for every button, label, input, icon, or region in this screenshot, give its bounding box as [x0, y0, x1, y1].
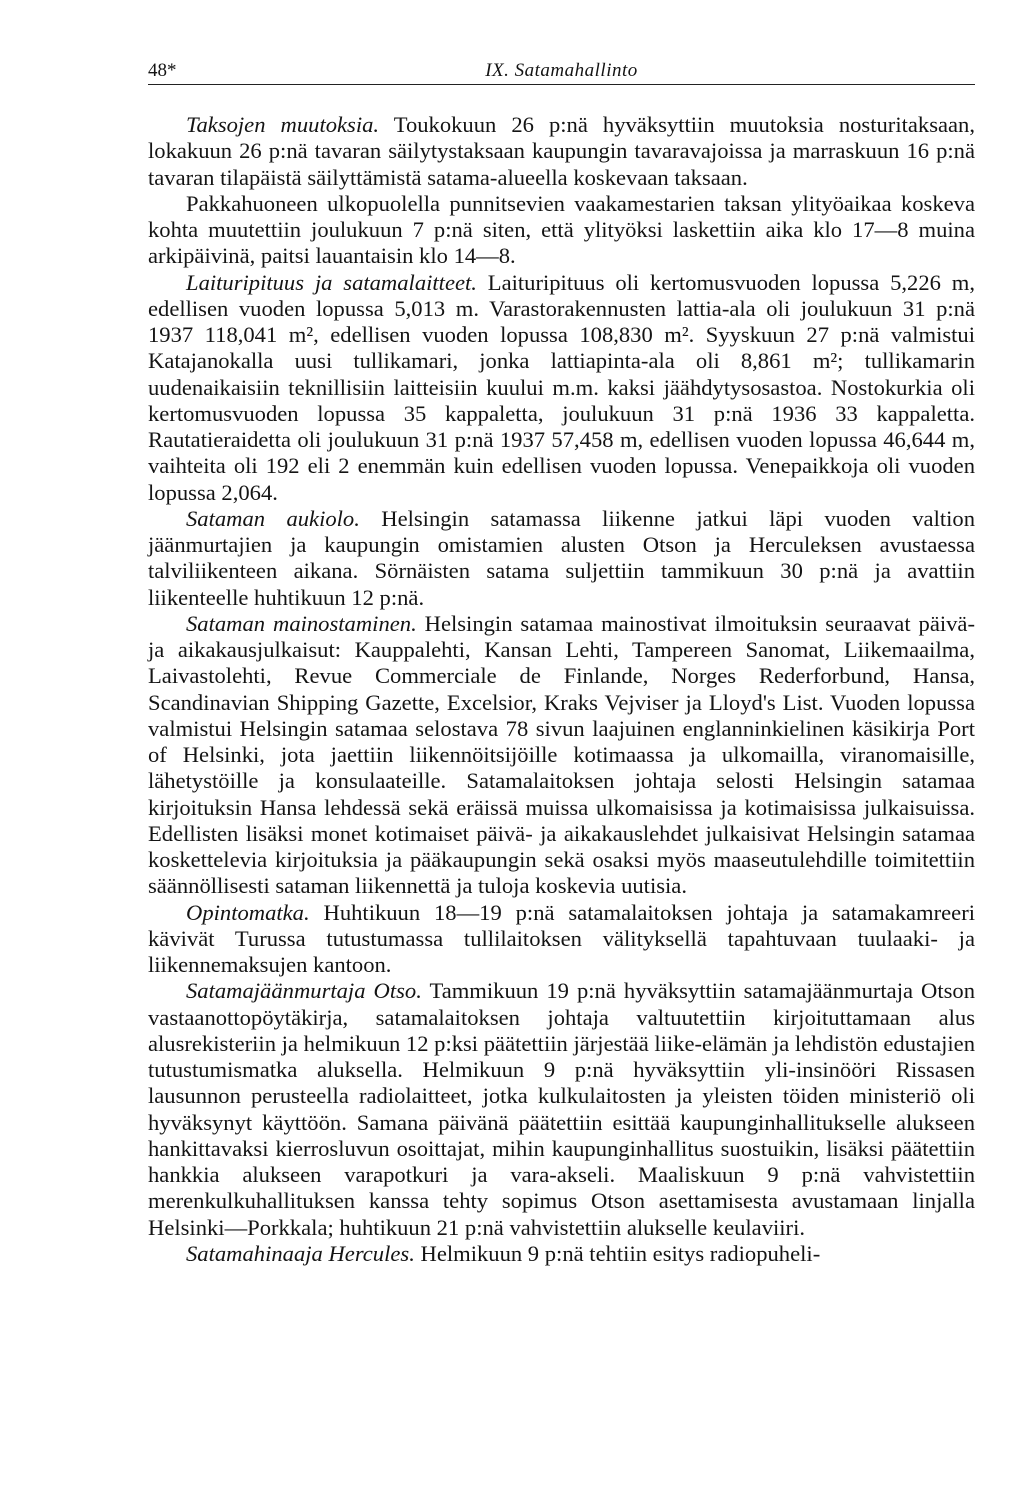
- paragraph: [148, 506, 975, 611]
- paragraph: [148, 112, 975, 191]
- paragraph: [148, 611, 975, 900]
- section-heading: Taksojen muutoksia.: [186, 112, 380, 137]
- paragraph-text: Laituripituus oli kertomusvuoden lopussa 5,226 m, edellisen vuoden lopussa 5,013 m. Varastorakennusten lattia-ala oli joulukuun 31 p:nä 1937 118,041 m², edellisen vuoden lopussa 108,830 m². Syyskuun 27 p:nä valmistui Katajanokalla uusi tullikamari, jonka lattiapinta-ala oli 8,861 m²; tullikamarin uudenaikaisiin teknillisiin laitteisiin kuului m.m. kaksi jäähdytysosastoa. Nostokurkia oli kertomusvuoden lopussa 35 kappaletta, joulukuun 31 p:nä 1936 33 kappaletta. Rautatieraidetta oli joulukuun 31 p:nä 1937 57,458 m, edellisen vuoden lopussa 46,644 m, vaihteita oli 192 eli 2 enemmän kuin edellisen vuoden lopussa. Venepaikkoja oli vuoden lopussa 2,064.: [148, 269, 975, 505]
- page-number: 48*: [148, 60, 177, 81]
- paragraph: [148, 191, 975, 270]
- paragraph-text: Tammikuun 19 p:nä hyväksyttiin satamajäänmurtaja Otson vastaanottopöytäkirja, satamalaitoksen johtaja valtuutettiin kirjoituttamaan alus alusrekisteriin ja helmikuun 12 p:ksi päätettiin järjestää liike-elämän ja lehdistön edustajien tutustumismatka aluksella. Helmikuun 9 p:nä hyväksyttiin yli-insinööri Rissasen lausunnon perusteella radiolaitteet, jotka kulkulaitosten ja yleisten töiden ministeriö oli hyväksynyt käyttöön. Samana päivänä päätettiin esittää kaupunginhallitukselle alukseen hankittavaksi kierrosluvun osoittajat, mihin kaupunginhallitus suostuikin, lisäksi päätettiin hankkia alukseen varapotkuri ja vara-akseli. Maaliskuun 9 p:nä vahvistettiin merenkulkuhallituksen kanssa tehty sopimus Otson asettamisesta avustamaan linjalla Helsinki—Porkkala; huhtikuun 21 p:nä vahvistettiin alukselle keulaviiri.: [148, 978, 976, 1240]
- paragraph-text: Helmikuun 9 p:nä tehtiin esitys radiopuheli-: [420, 1240, 821, 1266]
- paragraph-text: Helsingin satamassa liikenne jatkui läpi vuoden valtion jäänmurtajien ja kaupungin omistamien alusten Otson ja Herculeksen avustaessa talviliikenteen aikana. Sörnäisten satama suljettiin tammikuun 30 p:nä ja avattiin liikenteelle huhtikuun 12 p:nä.: [148, 505, 976, 610]
- body-text: [148, 112, 975, 1267]
- section-heading: Opintomatka.: [186, 899, 310, 925]
- paragraph: [148, 900, 975, 979]
- section-heading: Laituripituus ja satamalaitteet.: [186, 269, 477, 295]
- paragraph: [148, 270, 975, 506]
- section-heading: Satamahinaaja Hercules.: [186, 1240, 415, 1266]
- section-heading: Sataman aukiolo.: [186, 505, 360, 531]
- paragraph-text: Huhtikuun 18—19 p:nä satamalaitoksen johtaja ja satamakamreeri kävivät Turussa tutustumassa tullilaitoksen välityksellä tapahtuvaan tuulaaki- ja liikennemaksujen kantoon.: [148, 899, 975, 977]
- section-heading: Sataman mainostaminen.: [186, 610, 417, 636]
- page-header: [148, 60, 975, 85]
- running-head: IX. Satamahallinto: [485, 60, 638, 81]
- paragraph-text: Helsingin satamaa mainostivat ilmoituksin seuraavat päivä- ja aikakausjulkaisut: Kauppalehti, Kansan Lehti, Tampereen Sanomat, Liikemaailma, Laivastolehti, Revue Commerciale de Finlande, Norges Rederforbund, Hansa, Scandinavian Shipping Gazette, Excelsior, Kraks Vejviser ja Lloyd's List. Vuoden lopussa valmistui Helsingin satamaa selostava 78 sivun laajuinen englanninkielinen käsikirja Port of Helsinki, jota jaettiin liikennöitsijöille kotimaassa ja ulkomailla, viranomaisille, lähetystöille ja konsulaateille. Satamalaitoksen johtaja selosti Helsingin satamaa kirjoituksin Hansa lehdessä sekä eräissä muissa ulkomaisissa ja kotimaisissa julkaisuissa. Edellisten lisäksi monet kotimaiset päivä- ja aikakauslehdet julkaisivat Helsingin satamaa koskettelevia kirjoituksia ja pääkaupungin sekä osaksi myös maaseutulehdille toimitettiin säännöllisesti sataman liikennettä ja tuloja koskevia uutisia.: [148, 610, 975, 899]
- paragraph-text: Toukokuun 26 p:nä hyväksyttiin muutoksia nosturitaksaan, lokakuun 26 p:nä tavaran säilytystaksaan kaupungin tavaravajoissa ja marraskuun 16 p:nä tavaran tilapäistä säilyttämistä satama-alueella koskevaan taksaan.: [148, 112, 976, 190]
- paragraph: [148, 978, 975, 1241]
- paragraph-text: Pakkahuoneen ulkopuolella punnitsevien vaakamestarien taksan ylityöaikaa koskeva kohta muutettiin joulukuun 7 p:nä siten, että ylityöksi laskettiin aika klo 17—8 muina arkipäivinä, paitsi lauantaisin klo 14—8.: [148, 190, 975, 269]
- section-heading: Satamajäänmurtaja Otso.: [186, 978, 422, 1004]
- paragraph: [148, 1241, 975, 1267]
